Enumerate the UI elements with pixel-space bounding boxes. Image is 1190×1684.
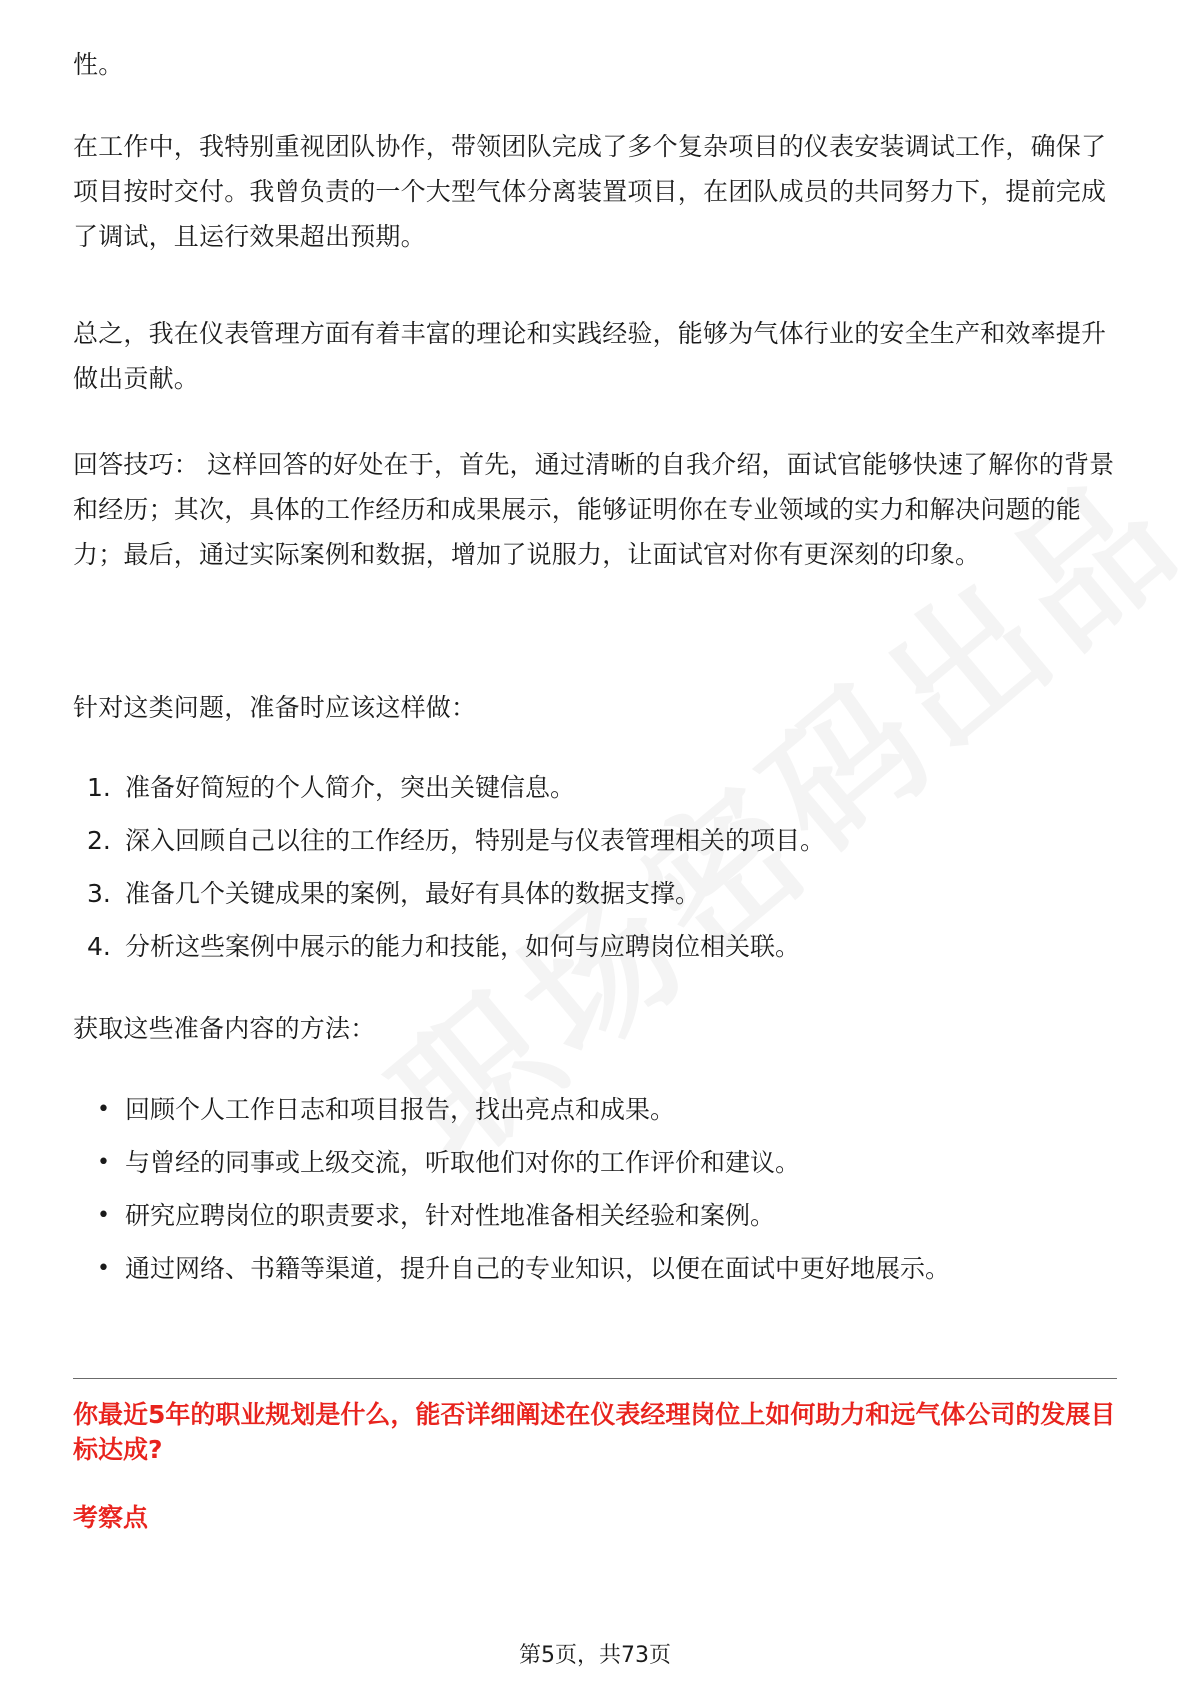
list-number: 2.: [87, 826, 111, 855]
section-divider: [73, 1378, 1117, 1379]
list-item: [73, 773, 1117, 826]
bullet-icon: •: [97, 1203, 110, 1228]
bullet-icon: •: [97, 1097, 110, 1122]
paragraph-preparation-intro: 针对这类问题，准备时应该这样做：: [73, 693, 477, 722]
list-item-text: 准备几个关键成果的案例，最好有具体的数据支撑。: [125, 879, 701, 908]
list-item: [73, 1095, 1117, 1148]
list-item: [73, 1254, 1117, 1307]
paragraph-teamwork: 在工作中，我特别重视团队协作，带领团队完成了多个复杂项目的仪表安装调试工作，确保了项目按时交付。我曾负责的一个大型气体分离装置项目，在团队成员的共同努力下，提前完成了调试，且运行效果超出预期。: [73, 132, 1107, 251]
bullet-icon: •: [97, 1256, 110, 1281]
list-number: 3.: [87, 879, 111, 908]
list-item: [73, 826, 1117, 879]
paragraph-continuation: 性。: [73, 50, 124, 79]
list-item-text: 深入回顾自己以往的工作经历，特别是与仪表管理相关的项目。: [125, 826, 826, 855]
list-number: 1.: [87, 773, 111, 802]
question-title: 你最近5年的职业规划是什么，能否详细阐述在仪表经理岗位上如何助力和远气体公司的发展目标达成?: [73, 1400, 1116, 1464]
numbered-list: [73, 773, 1117, 985]
paragraph-answer-tips: 回答技巧： 这样回答的好处在于，首先，通过清晰的自我介绍，面试官能够快速了解你的背景和经历；其次，具体的工作经历和成果展示，能够证明你在专业领域的实力和解决问题的能力；最后，通过实际案例和数据，增加了说服力，让面试官对你有更深刻的印象。: [73, 450, 1115, 569]
bullet-list: [73, 1095, 1117, 1307]
list-item: [73, 1201, 1117, 1254]
list-item-text: 通过网络、书籍等渠道，提升自己的专业知识，以便在面试中更好地展示。: [125, 1254, 951, 1283]
question-subheading: 考察点: [73, 1503, 149, 1532]
list-item-text: 准备好简短的个人简介，突出关键信息。: [125, 773, 576, 802]
paragraph-methods-intro: 获取这些准备内容的方法：: [73, 1014, 376, 1043]
page-number: 第5页，共73页: [519, 1643, 671, 1668]
list-item: [73, 1148, 1117, 1201]
list-item-text: 研究应聘岗位的职责要求，针对性地准备相关经验和案例。: [125, 1201, 776, 1230]
list-item: [73, 932, 1117, 985]
list-item-text: 与曾经的同事或上级交流，听取他们对你的工作评价和建议。: [125, 1148, 801, 1177]
list-item: [73, 879, 1117, 932]
list-item-text: 分析这些案例中展示的能力和技能，如何与应聘岗位相关联。: [125, 932, 801, 961]
list-item-text: 回顾个人工作日志和项目报告，找出亮点和成果。: [125, 1095, 676, 1124]
list-number: 4.: [87, 932, 111, 961]
document-page: [73, 0, 1117, 1684]
bullet-icon: •: [97, 1150, 110, 1175]
paragraph-summary: 总之，我在仪表管理方面有着丰富的理论和实践经验，能够为气体行业的安全生产和效率提升做出贡献。: [73, 319, 1107, 393]
